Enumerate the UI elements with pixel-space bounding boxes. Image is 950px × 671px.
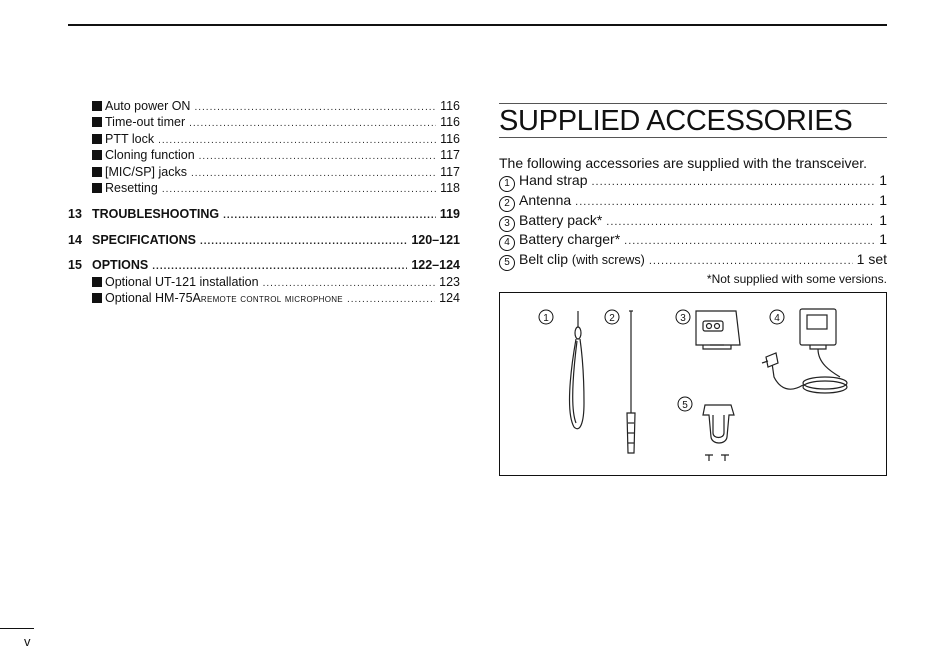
toc-chapter-15[interactable]: 15 OPTIONS ..... 122–124	[68, 258, 460, 274]
square-bullet-icon	[92, 134, 102, 144]
footnote: *Not supplied with some versions.	[706, 271, 887, 286]
toc-item[interactable]: Optional HM-75A remote control microphone ..... 124	[68, 291, 460, 307]
accessory-item: 1 Hand strap ..... 1	[499, 172, 887, 192]
circled-number: 1	[499, 176, 515, 192]
accessory-item: 3 Battery pack* ..... 1	[499, 212, 887, 232]
supplied-accessories-section	[499, 103, 887, 286]
leader-dots	[191, 166, 436, 181]
leader-dots	[606, 214, 875, 232]
toc-item[interactable]: Resetting ..... 118	[68, 181, 460, 197]
section-bottom-rule	[499, 137, 887, 138]
toc-item[interactable]: Cloning function ..... 117	[68, 148, 460, 164]
leader-dots	[199, 149, 436, 164]
toc-chapter-13[interactable]: 13 TROUBLESHOOTING ..... 119	[68, 207, 460, 223]
leader-dots	[162, 182, 436, 197]
accessory-item: 2 Antenna ..... 1	[499, 192, 887, 212]
page-number: v	[24, 634, 31, 649]
circled-number: 5	[499, 255, 515, 271]
top-rule	[68, 24, 887, 26]
toc-item[interactable]: Optional UT-121 installation ..... 123	[68, 275, 460, 291]
square-bullet-icon	[92, 293, 102, 303]
toc-item[interactable]: PTT lock ..... 116	[68, 132, 460, 148]
leader-dots	[189, 116, 436, 131]
leader-dots	[263, 276, 436, 291]
leader-dots	[347, 292, 435, 307]
leader-dots	[649, 253, 853, 271]
leader-dots	[200, 234, 407, 249]
leader-dots	[591, 174, 875, 192]
section-title: SUPPLIED ACCESSORIES	[499, 105, 853, 137]
accessory-item: 4 Battery charger* ..... 1	[499, 231, 887, 251]
mark-1-label: 1	[543, 313, 549, 324]
square-bullet-icon	[92, 167, 102, 177]
battery-pack-icon	[696, 311, 740, 349]
belt-clip-icon	[703, 405, 734, 461]
accessories-figure	[499, 292, 887, 476]
toc-item[interactable]: [MIC/SP] jacks ..... 117	[68, 165, 460, 181]
square-bullet-icon	[92, 277, 102, 287]
leader-dots	[223, 208, 436, 223]
toc-item[interactable]: Time-out timer ..... 116	[68, 115, 460, 131]
leader-dots	[152, 259, 407, 274]
circled-number: 4	[499, 235, 515, 251]
leader-dots	[158, 133, 436, 148]
leader-dots	[194, 100, 436, 115]
accessories-illustration	[500, 293, 886, 475]
circled-number: 2	[499, 196, 515, 212]
square-bullet-icon	[92, 150, 102, 160]
page-number-rule	[0, 628, 34, 629]
square-bullet-icon	[92, 183, 102, 193]
section-intro: The following accessories are supplied with the transceiver.	[499, 155, 868, 171]
table-of-contents	[68, 99, 460, 307]
square-bullet-icon	[92, 101, 102, 111]
accessory-item: 5 Belt clip (with screws) ..... 1 set	[499, 251, 887, 271]
toc-item[interactable]: Auto power ON ..... 116	[68, 99, 460, 115]
mark-4-label: 4	[774, 313, 780, 324]
toc-chapter-14[interactable]: 14 SPECIFICATIONS ..... 120–121	[68, 233, 460, 249]
hand-strap-icon	[570, 311, 584, 429]
square-bullet-icon	[92, 117, 102, 127]
antenna-icon	[627, 311, 635, 453]
mark-3-label: 3	[680, 313, 686, 324]
mark-2-label: 2	[609, 313, 615, 324]
circled-number: 3	[499, 216, 515, 232]
leader-dots	[624, 233, 875, 251]
mark-5-label: 5	[682, 400, 688, 411]
leader-dots	[575, 194, 875, 212]
